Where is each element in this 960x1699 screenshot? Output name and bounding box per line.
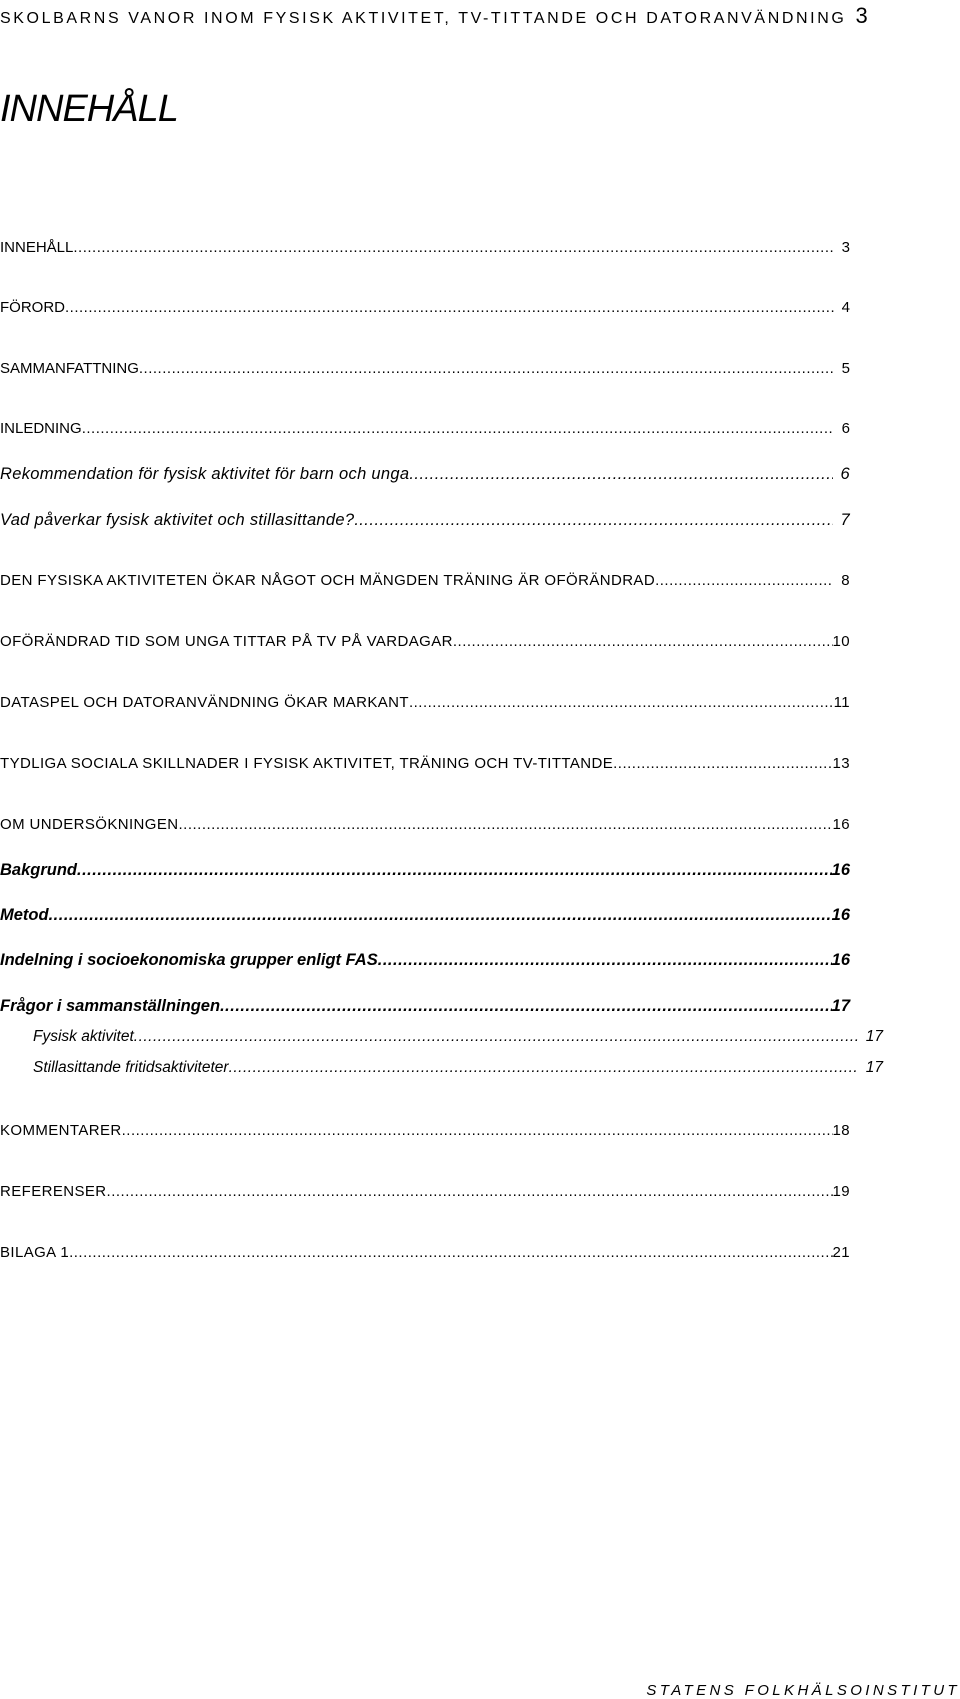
toc-entry-label: REFERENSER (0, 1183, 107, 1200)
toc-entry-bilaga-1[interactable] (0, 1245, 850, 1260)
toc-entry-inledning[interactable] (0, 421, 850, 436)
toc-entry-innehall[interactable] (0, 240, 850, 255)
toc-entry-page: 16 (832, 816, 850, 833)
toc-leader-dots (359, 512, 832, 529)
toc-entry-page: 16 (831, 861, 850, 879)
toc-heading: INNEHÅLL (0, 88, 178, 130)
toc-entry-vad-paverkar[interactable] (0, 512, 850, 529)
toc-entry-fysiska-aktiviteten[interactable] (0, 573, 850, 588)
toc-leader-dots (73, 240, 833, 255)
toc-entry-page: 19 (832, 1183, 850, 1200)
toc-leader-dots (220, 998, 832, 1015)
toc-entry-page: 16 (831, 951, 850, 969)
toc-leader-dots (229, 1060, 858, 1076)
toc-entry-page: 16 (831, 906, 850, 924)
toc-entry-page: 7 (840, 511, 850, 529)
toc-entry-rekommendation[interactable] (0, 466, 850, 483)
toc-entry-referenser[interactable] (0, 1184, 850, 1199)
toc-entry-dataspel[interactable] (0, 695, 850, 710)
toc-entry-page: 4 (841, 299, 850, 316)
toc-entry-label: Bakgrund (0, 861, 78, 879)
toc-leader-dots (107, 1184, 833, 1199)
toc-entry-label: SAMMANFATTNING (0, 360, 139, 377)
toc-leader-dots (378, 952, 832, 969)
toc-entry-label: INNEHÅLL (0, 239, 74, 256)
toc-entry-label: DEN FYSISKA AKTIVITETEN ÖKAR NÅGOT OCH MÄNGDEN TRÄNING ÄR OFÖRÄNDRAD (0, 572, 656, 589)
toc-leader-dots (82, 421, 834, 436)
toc-entry-kommentarer[interactable] (0, 1123, 850, 1138)
toc-entry-label: Vad påverkar fysisk aktivitet och stillasittande?. (0, 511, 360, 529)
toc-entry-page: 3 (841, 239, 850, 256)
toc-entry-om-undersokningen[interactable] (0, 817, 850, 832)
toc-entry-page: 6 (841, 420, 850, 437)
toc-entry-page: 17 (865, 1059, 883, 1076)
toc-leader-dots (453, 634, 833, 649)
toc-entry-oforandrad-tid[interactable] (0, 634, 850, 649)
toc-entry-label: TYDLIGA SOCIALA SKILLNADER I FYSISK AKTIVITET, TRÄNING OCH TV-TITTANDE (0, 755, 614, 772)
toc-entry-indelning[interactable] (0, 952, 850, 969)
toc-entry-label: Metod (0, 906, 49, 924)
toc-entry-metod[interactable] (0, 907, 850, 924)
page-number: 3 (855, 3, 868, 28)
toc-entry-label: Frågor i sammanställningen (0, 997, 221, 1015)
toc-entry-page: 6 (840, 465, 850, 483)
toc-leader-dots (65, 300, 834, 315)
toc-entry-page: 18 (832, 1122, 850, 1139)
toc-entry-label: FÖRORD (0, 299, 65, 316)
toc-leader-dots (613, 756, 832, 771)
toc-entry-page: 21 (832, 1244, 850, 1261)
toc-entry-page: 11 (833, 694, 850, 711)
toc-entry-page: 8 (841, 572, 850, 589)
toc-entry-page: 10 (832, 633, 850, 650)
toc-entry-bakgrund[interactable] (0, 862, 850, 879)
toc-entry-page: 5 (841, 360, 850, 377)
toc-entry-page: 17 (865, 1028, 883, 1045)
toc-entry-forord[interactable] (0, 300, 850, 315)
toc-leader-dots (139, 361, 834, 376)
toc-leader-dots (134, 1029, 858, 1045)
toc-entry-label: DATASPEL OCH DATORANVÄNDNING ÖKAR MARKANT (0, 694, 409, 711)
toc-leader-dots (409, 466, 832, 483)
toc-leader-dots (49, 907, 832, 924)
toc-leader-dots (69, 1245, 832, 1260)
toc-leader-dots (655, 573, 833, 588)
toc-leader-dots (122, 1123, 833, 1138)
toc-entry-label: Indelning i socioekonomiska grupper enligt FAS (0, 951, 378, 969)
toc-entry-stillasittande[interactable] (0, 1060, 883, 1076)
toc-entry-label: BILAGA 1 (0, 1244, 70, 1261)
toc-entry-sammanfattning[interactable] (0, 361, 850, 376)
toc-entry-label: Stillasittande fritidsaktiviteter (33, 1059, 229, 1076)
running-header-title: SKOLBARNS VANOR INOM FYSISK AKTIVITET, TV-TITTANDE OCH DATORANVÄNDNING (0, 10, 847, 27)
toc-leader-dots (409, 695, 834, 710)
toc-entry-label: KOMMENTARER (0, 1122, 122, 1139)
toc-entry-page: 13 (832, 755, 850, 772)
toc-entry-label: Fysisk aktivitet (33, 1028, 134, 1045)
toc-entry-fysisk-aktivitet[interactable] (0, 1029, 883, 1045)
toc-leader-dots (178, 817, 832, 832)
toc-entry-page: 17 (831, 997, 850, 1015)
toc-entry-label: INLEDNING (0, 420, 82, 437)
toc-entry-sociala-skillnader[interactable] (0, 756, 850, 771)
toc-entry-label: Rekommendation för fysisk aktivitet för barn och unga (0, 465, 410, 483)
toc-entry-label: OM UNDERSÖKNINGEN (0, 816, 179, 833)
running-header (0, 3, 868, 29)
toc-entry-label: OFÖRÄNDRAD TID SOM UNGA TITTAR PÅ TV PÅ VARDAGAR (0, 633, 453, 650)
footer-publisher: STATENS FOLKHÄLSOINSTITUT (646, 1682, 960, 1699)
toc-leader-dots (77, 862, 832, 879)
toc-entry-fragor[interactable] (0, 998, 850, 1015)
